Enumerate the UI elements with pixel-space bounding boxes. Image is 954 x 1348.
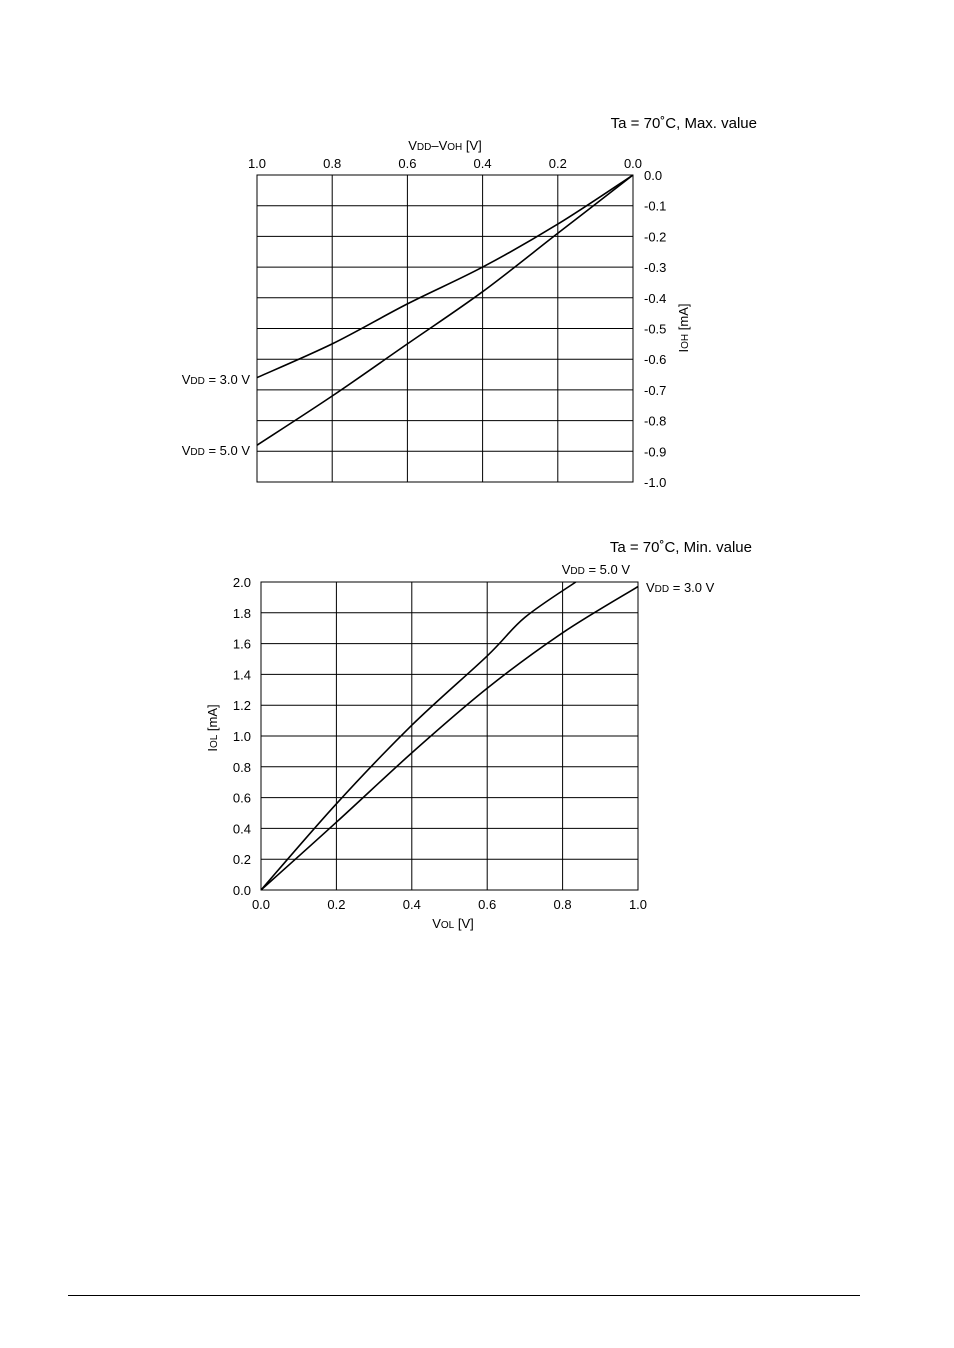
chart2-y-tick-label: 0.0 [232, 883, 251, 898]
chart2-y-tick-label: 0.2 [232, 852, 251, 868]
chart1-x-tick-label: 0.4 [473, 156, 492, 171]
chart1-y-tick-label: -0.3 [644, 260, 667, 276]
chart1-y-tick-label: -0.8 [644, 413, 667, 429]
chart2-series-label-vdd5: VDD = 5.0 V [561, 562, 630, 577]
chart1-x-tick-label: 0.6 [398, 156, 417, 171]
chart2-series-line-2 [261, 587, 638, 890]
chart1-x-tick-label: 0.0 [623, 156, 643, 171]
chart1-y-tick-label: -0.6 [644, 352, 667, 368]
chart2-x-axis-label: VOL [V] [432, 916, 474, 931]
chart2-condition-note: Ta = 70˚C, Min. value [609, 539, 752, 556]
chart1-y-tick-label: -1.0 [644, 475, 667, 490]
chart1-y-tick-label: -0.5 [644, 321, 667, 337]
chart1-y-tick-label: -0.2 [644, 229, 667, 245]
chart1-x-axis-label: VDD–VOH [V] [408, 138, 482, 153]
chart2-y-tick-label: 1.2 [232, 698, 251, 714]
chart2-y-axis-label: IOL [mA] [205, 704, 220, 752]
chart2-x-tick-label: 0.6 [478, 897, 497, 912]
chart2-y-tick-label: 1.6 [232, 636, 251, 652]
chart2-x-tick-label: 0.2 [327, 897, 346, 912]
chart2-y-tick-label: 1.8 [232, 605, 251, 621]
chart1-y-tick-label: -0.7 [644, 382, 667, 398]
chart2-y-tick-label: 0.6 [232, 790, 251, 806]
chart1-y-tick-label: -0.4 [644, 290, 667, 306]
chart2-y-tick-label: 0.8 [232, 759, 251, 775]
chart2-x-tick-label: 1.0 [628, 897, 648, 912]
chart1-y-axis-label: IOH [mA] [676, 303, 691, 353]
chart2-x-tick-label: 0.4 [402, 897, 421, 912]
chart1-series-label-vdd3: VDD = 3.0 V [181, 372, 250, 387]
chart1-x-tick-label: 0.2 [548, 156, 567, 171]
chart2-y-tick-label: 2.0 [232, 575, 251, 590]
chart2-x-tick-label: 0.0 [251, 897, 271, 912]
chart2-series-label-vdd3: VDD = 3.0 V [646, 580, 715, 595]
chart1-y-tick-label: -0.1 [644, 198, 667, 214]
footer-rule [68, 1295, 860, 1296]
chart1-series-line-2 [257, 175, 633, 445]
chart1-series-label-vdd5: VDD = 5.0 V [181, 443, 250, 458]
chart1-condition-note: Ta = 70˚C, Max. value [610, 115, 757, 132]
chart2-y-tick-label: 1.4 [232, 667, 251, 683]
chart-marks [233, 156, 666, 912]
chart1-x-tick-label: 1.0 [247, 156, 267, 171]
chart1-x-tick-label: 0.8 [323, 156, 342, 171]
chart2-y-tick-label: 0.4 [232, 821, 251, 837]
chart1-y-tick-label: 0.0 [644, 168, 663, 183]
chart2-y-tick-label: 1.0 [232, 729, 251, 744]
chart1-y-tick-label: -0.9 [644, 444, 667, 460]
chart2-x-tick-label: 0.8 [553, 897, 572, 912]
